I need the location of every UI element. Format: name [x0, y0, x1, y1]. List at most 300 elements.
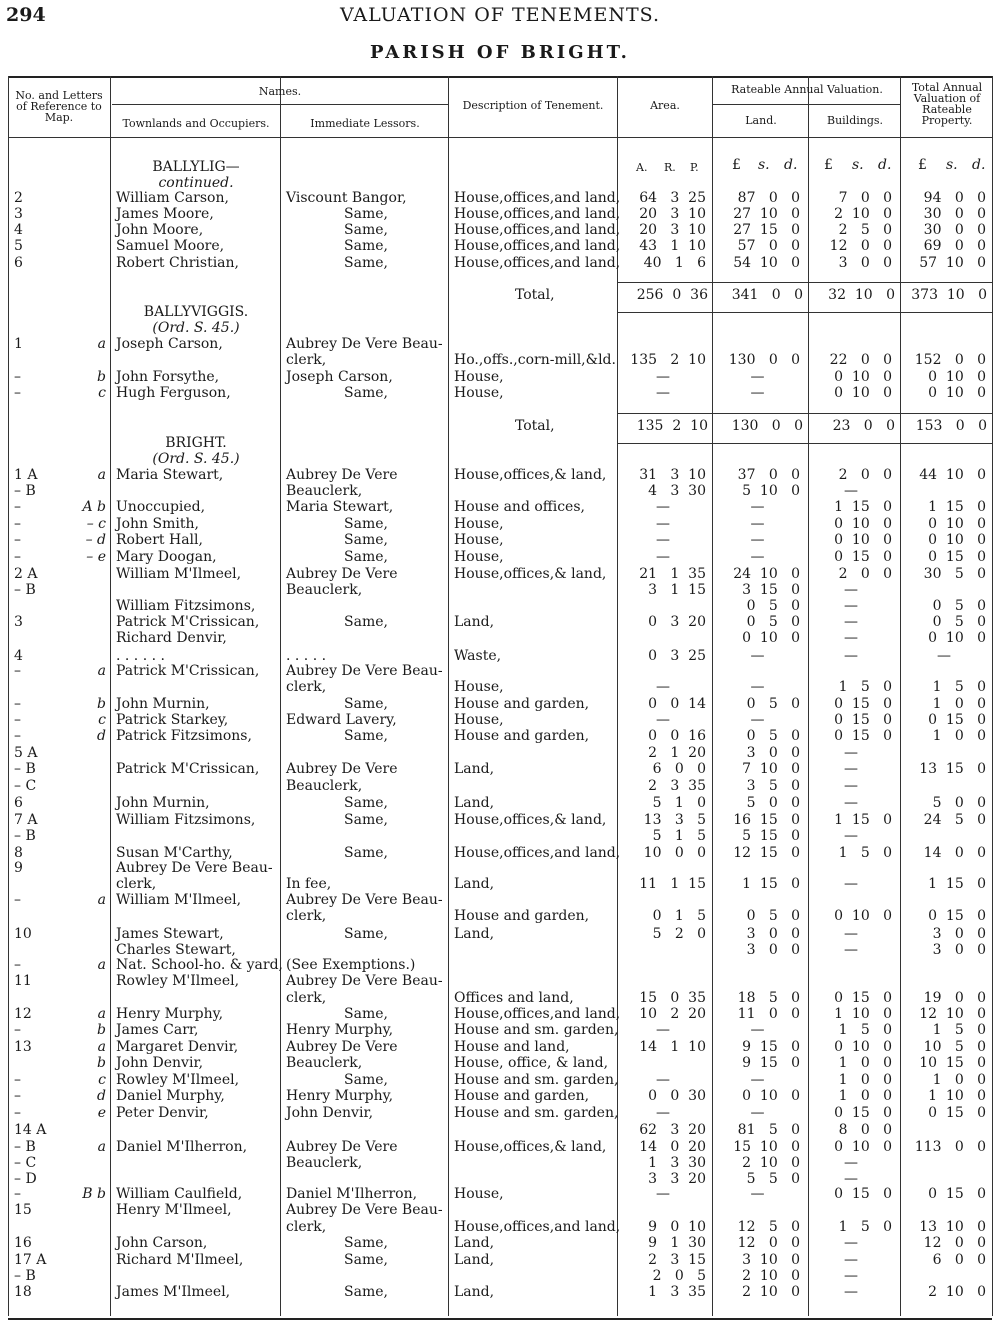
map-ref: –	[14, 1072, 21, 1088]
total-value: 19 0 0	[923, 990, 986, 1006]
description: House and garden,	[454, 728, 590, 744]
townland-subheading: (Ord. S. 45.)	[152, 451, 240, 467]
occupier: William M'Ilmeel,	[116, 566, 242, 582]
area-value: 1 3 30	[648, 1155, 706, 1171]
map-ref: 2 A	[14, 566, 38, 582]
land-value: 5 15 0	[742, 828, 800, 844]
occupier: William Fitzsimons,	[116, 812, 256, 828]
description: House,	[454, 712, 504, 728]
map-sub-ref: e	[97, 1105, 106, 1121]
map-ref: 4	[14, 222, 23, 238]
land-value: —	[750, 679, 765, 695]
land-value: 0 5 0	[746, 728, 800, 744]
map-ref: 5 A	[14, 745, 38, 761]
lessor: Beauclerk,	[286, 1055, 363, 1071]
header-ref: No. and Letters of Reference to Map.	[15, 89, 103, 124]
map-sub-ref: a	[97, 467, 106, 483]
map-sub-ref: d	[97, 1088, 106, 1104]
buildings-value: —	[844, 582, 858, 598]
map-ref: – C	[14, 778, 37, 794]
occupier: William Carson,	[116, 190, 229, 206]
area-value: —	[656, 712, 670, 728]
area-value: 0 0 14	[648, 696, 706, 712]
map-sub-ref: b	[97, 1022, 106, 1038]
lessor: Aubrey De Vere Beau-	[286, 336, 443, 352]
land-value: 11 0 0	[737, 1006, 800, 1022]
area-value: 21 1 35	[639, 566, 706, 582]
lessor: Same,	[344, 845, 388, 861]
land-value: —	[750, 1022, 765, 1038]
buildings-value: 0 10 0	[834, 369, 892, 385]
buildings-value: —	[844, 778, 858, 794]
col-rule	[110, 76, 111, 1316]
land-value: 57 0 0	[737, 238, 800, 254]
total-value: 0 5 0	[932, 598, 986, 614]
parish-heading: PARISH OF BRIGHT.	[370, 42, 630, 63]
land-value: —	[750, 549, 765, 565]
lessor: clerk,	[286, 679, 327, 695]
area-value: 20 3 10	[639, 222, 706, 238]
total-value: 1 0 0	[932, 696, 986, 712]
header-lessors: Immediate Lessors.	[310, 117, 420, 130]
header-bottom-rule	[8, 137, 992, 138]
land-value: 9 15 0	[742, 1055, 800, 1071]
townland-heading: BRIGHT.	[165, 435, 227, 451]
total-value: 3 0 0	[932, 942, 986, 958]
lessor: Same,	[344, 812, 388, 828]
total-value: 30 0 0	[923, 222, 986, 238]
total-buildings: 23 0 0	[832, 418, 895, 434]
land-value: 81 5 0	[737, 1122, 800, 1138]
header-description: Description of Tenement.	[462, 99, 604, 112]
buildings-value: —	[844, 1268, 858, 1284]
description: House,offices,and land,	[454, 255, 621, 271]
occupier: William Fitzsimons,	[116, 598, 256, 614]
buildings-value: 22 0 0	[829, 352, 892, 368]
map-sub-ref: a	[97, 336, 106, 352]
map-sub-ref: a	[97, 957, 106, 973]
lessor: (See Exemptions.)	[286, 957, 416, 973]
description: House,offices,and land,	[454, 206, 621, 222]
total-valuation: 373 10 0	[911, 287, 987, 303]
map-ref: 2	[14, 190, 23, 206]
land-value: 18 5 0	[737, 990, 800, 1006]
description: House, office, & land,	[454, 1055, 609, 1071]
total-value: 1 0 0	[932, 728, 986, 744]
map-ref: 14 A	[14, 1122, 47, 1138]
occupier: Hugh Ferguson,	[116, 385, 231, 401]
map-ref: 13	[14, 1039, 32, 1055]
occupier: Daniel M'Ilherron,	[116, 1139, 248, 1155]
description: House,offices,& land,	[454, 1139, 607, 1155]
lessor: Aubrey De Vere	[286, 1139, 398, 1155]
map-ref: 4	[14, 648, 23, 664]
map-sub-ref: a	[97, 663, 106, 679]
buildings-value: 8 0 0	[838, 1122, 892, 1138]
total-valuation: 153 0 0	[915, 418, 987, 434]
map-ref: –	[14, 663, 21, 679]
total-value: 13 15 0	[919, 761, 986, 777]
townland-subheading: (Ord. S. 45.)	[152, 320, 240, 336]
land-value: —	[750, 712, 765, 728]
map-sub-ref: a	[97, 1006, 106, 1022]
lessor: Same,	[344, 1006, 388, 1022]
unit-pence: d.	[784, 157, 798, 173]
buildings-value: 0 15 0	[834, 549, 892, 565]
map-sub-ref: B b	[82, 1186, 106, 1202]
map-ref: –	[14, 892, 21, 908]
map-ref: –	[14, 1088, 21, 1104]
buildings-value: 0 10 0	[834, 516, 892, 532]
page-number: 294	[6, 4, 46, 26]
header-townlands: Townlands and Occupiers.	[122, 117, 270, 130]
area-value: 3 1 15	[648, 582, 706, 598]
occupier: Patrick M'Crissican,	[116, 614, 260, 630]
area-value: 3 3 20	[648, 1171, 706, 1187]
buildings-value: 0 15 0	[834, 696, 892, 712]
lessor: Same,	[344, 1235, 388, 1251]
description: House and sm. garden,	[454, 1105, 619, 1121]
area-value: 14 0 20	[639, 1139, 706, 1155]
occupier: John Smith,	[116, 516, 199, 532]
description: House and garden,	[454, 696, 590, 712]
occupier: Henry Murphy,	[116, 1006, 224, 1022]
lessor: John Denvir,	[286, 1105, 374, 1121]
total-land: 130 0 0	[731, 418, 803, 434]
buildings-value: 0 15 0	[834, 728, 892, 744]
land-value: 3 0 0	[746, 926, 800, 942]
buildings-value: 1 5 0	[838, 1219, 892, 1235]
description: House,offices,and land,	[454, 222, 621, 238]
buildings-value: 0 10 0	[834, 1139, 892, 1155]
land-value: —	[750, 516, 765, 532]
total-value: 69 0 0	[923, 238, 986, 254]
col-rule	[712, 76, 713, 1316]
area-value: 10 2 20	[639, 1006, 706, 1022]
description: House,	[454, 369, 504, 385]
description: Land,	[454, 926, 495, 942]
map-sub-ref: b	[97, 696, 106, 712]
col-rule	[992, 76, 993, 1316]
area-value: 13 3 5	[643, 812, 706, 828]
lessor: Aubrey De Vere Beau-	[286, 973, 443, 989]
map-sub-ref: A b	[82, 499, 106, 515]
total-value: 94 0 0	[923, 190, 986, 206]
unit-perches: P.	[690, 161, 699, 174]
buildings-value: —	[844, 1155, 858, 1171]
land-value: 9 15 0	[742, 1039, 800, 1055]
land-value: 16 15 0	[733, 812, 800, 828]
area-value: 11 1 15	[639, 876, 706, 892]
land-value: 27 15 0	[733, 222, 800, 238]
buildings-value: 1 10 0	[834, 1006, 892, 1022]
lessor: clerk,	[286, 990, 327, 1006]
map-ref: – B	[14, 483, 36, 499]
total-value: 0 15 0	[928, 908, 986, 924]
map-ref: –	[14, 516, 21, 532]
lessor: Same,	[344, 1072, 388, 1088]
occupier: Henry M'Ilmeel,	[116, 1202, 232, 1218]
land-value: 15 10 0	[733, 1139, 800, 1155]
area-value: 64 3 25	[639, 190, 706, 206]
map-ref: 6	[14, 255, 23, 271]
land-value: 2 10 0	[742, 1155, 800, 1171]
area-value: —	[656, 679, 670, 695]
land-value: 0 5 0	[746, 614, 800, 630]
unit-shillings: s.	[852, 157, 864, 173]
land-value: 3 10 0	[742, 1252, 800, 1268]
buildings-value: 2 0 0	[838, 467, 892, 483]
occupier: Samuel Moore,	[116, 238, 225, 254]
occupier: Richard Denvir,	[116, 630, 227, 646]
description: Land,	[454, 761, 495, 777]
buildings-value: —	[844, 926, 858, 942]
total-value: 30 0 0	[923, 206, 986, 222]
buildings-value: 0 15 0	[834, 1105, 892, 1121]
lessor: In fee,	[286, 876, 332, 892]
total-value: 6 0 0	[932, 1252, 986, 1268]
land-value: 3 15 0	[742, 582, 800, 598]
map-sub-ref: b	[97, 369, 106, 385]
occupier: Patrick Starkey,	[116, 712, 229, 728]
unit-shillings: s.	[946, 157, 958, 173]
map-ref: –	[14, 499, 21, 515]
land-value: —	[750, 369, 765, 385]
description: House,offices,and land,	[454, 1006, 621, 1022]
area-value: 0 3 20	[648, 614, 706, 630]
map-ref: –	[14, 369, 21, 385]
col-rule	[900, 76, 901, 1316]
buildings-value: 0 10 0	[834, 385, 892, 401]
occupier: clerk,	[116, 876, 157, 892]
land-value: 12 5 0	[737, 1219, 800, 1235]
area-value: —	[656, 499, 670, 515]
total-value: 13 10 0	[919, 1219, 986, 1235]
buildings-value: —	[844, 630, 858, 646]
buildings-value: —	[844, 795, 858, 811]
area-value: —	[656, 1072, 670, 1088]
buildings-value: —	[844, 483, 858, 499]
buildings-value: —	[844, 761, 858, 777]
map-sub-ref: d	[97, 728, 106, 744]
description: House,offices,& land,	[454, 566, 607, 582]
lessor: Same,	[344, 926, 388, 942]
land-value: 87 0 0	[737, 190, 800, 206]
area-value: 14 1 10	[639, 1039, 706, 1055]
description: Land,	[454, 1252, 495, 1268]
col-rule	[808, 76, 809, 1316]
buildings-value: 12 0 0	[829, 238, 892, 254]
occupier: James Stewart,	[116, 926, 224, 942]
map-ref: – B	[14, 761, 36, 777]
buildings-value: 2 10 0	[834, 206, 892, 222]
header-total: Total Annual Valuation of Rateable Property.	[911, 81, 983, 127]
map-ref: 6	[14, 795, 23, 811]
total-value: 12 0 0	[923, 1235, 986, 1251]
buildings-value: —	[844, 745, 858, 761]
total-buildings: 32 10 0	[828, 287, 895, 303]
buildings-value: 0 10 0	[834, 532, 892, 548]
map-ref: –	[14, 1186, 21, 1202]
description: House and land,	[454, 1039, 570, 1055]
area-value: 135 2 10	[630, 352, 706, 368]
lessor: Aubrey De Vere	[286, 566, 398, 582]
header-names: Names.	[258, 85, 302, 98]
land-value: 3 0 0	[746, 745, 800, 761]
area-value: 10 0 0	[643, 845, 706, 861]
description: House,offices,and land,	[454, 845, 621, 861]
buildings-value: —	[844, 614, 858, 630]
lessor: Same,	[344, 532, 388, 548]
land-value: —	[750, 385, 765, 401]
buildings-value: 1 15 0	[834, 812, 892, 828]
buildings-value: 7 0 0	[838, 190, 892, 206]
map-sub-ref: a	[97, 892, 106, 908]
occupier: Charles Stewart,	[116, 942, 236, 958]
lessor: clerk,	[286, 1219, 327, 1235]
total-value: 12 10 0	[919, 1006, 986, 1022]
total-label: Total,	[515, 287, 555, 303]
occupier: James Moore,	[116, 206, 214, 222]
description: House and garden,	[454, 1088, 590, 1104]
lessor: Viscount Bangor,	[286, 190, 407, 206]
occupier: Daniel Murphy,	[116, 1088, 225, 1104]
total-land: 341 0 0	[731, 287, 803, 303]
area-value: 2 1 20	[648, 745, 706, 761]
unit-pence: d.	[972, 157, 986, 173]
total-value: 14 0 0	[923, 845, 986, 861]
header-buildings: Buildings.	[826, 114, 884, 127]
description: Land,	[454, 795, 495, 811]
buildings-value: —	[844, 1252, 858, 1268]
occupier: Margaret Denvir,	[116, 1039, 239, 1055]
page-title: VALUATION OF TENEMENTS.	[339, 4, 661, 26]
header-rule	[712, 104, 900, 105]
land-value: 54 10 0	[733, 255, 800, 271]
map-sub-ref: – d	[85, 532, 106, 548]
lessor: Aubrey De Vere	[286, 761, 398, 777]
area-value: 0 0 16	[648, 728, 706, 744]
occupier: James Carr,	[116, 1022, 199, 1038]
buildings-value: —	[844, 876, 858, 892]
description: Offices and land,	[454, 990, 574, 1006]
lessor: Same,	[344, 1252, 388, 1268]
total-value: 1 15 0	[928, 499, 986, 515]
map-ref: 18	[14, 1284, 32, 1300]
map-ref: 1	[14, 336, 23, 352]
map-sub-ref: a	[97, 1039, 106, 1055]
area-value: 5 1 5	[652, 828, 706, 844]
occupier: Patrick M'Crissican,	[116, 663, 260, 679]
area-value: 2 0 5	[652, 1268, 706, 1284]
map-ref: 8	[14, 845, 23, 861]
area-value: 0 1 5	[652, 908, 706, 924]
area-value: 9 0 10	[648, 1219, 706, 1235]
area-value: 2 3 35	[648, 778, 706, 794]
lessor: Same,	[344, 614, 388, 630]
header-rule	[112, 104, 448, 105]
description: Ho.,offs.,corn-mill,&ld.	[454, 352, 616, 368]
buildings-value: 3 0 0	[838, 255, 892, 271]
lessor: Beauclerk,	[286, 1155, 363, 1171]
map-ref: 12	[14, 1006, 32, 1022]
buildings-value: 0 10 0	[834, 1039, 892, 1055]
occupier: . . . . . .	[116, 648, 165, 664]
lessor: Maria Stewart,	[286, 499, 394, 515]
description: House and sm. garden,	[454, 1022, 619, 1038]
lessor: Same,	[344, 238, 388, 254]
occupier: Aubrey De Vere Beau-	[116, 860, 273, 876]
description: House,offices,& land,	[454, 467, 607, 483]
land-value: 27 10 0	[733, 206, 800, 222]
unit-roods: R.	[664, 161, 676, 174]
total-value: 44 10 0	[919, 467, 986, 483]
area-value: 5 2 0	[652, 926, 706, 942]
land-value: 5 10 0	[742, 483, 800, 499]
map-ref: 7 A	[14, 812, 38, 828]
occupier: Unoccupied,	[116, 499, 206, 515]
description: Land,	[454, 876, 495, 892]
map-ref: –	[14, 712, 21, 728]
unit-pounds: £	[918, 157, 927, 173]
map-ref: 9	[14, 860, 23, 876]
area-value: 20 3 10	[639, 206, 706, 222]
area-value: 0 0 30	[648, 1088, 706, 1104]
land-value: 1 15 0	[742, 876, 800, 892]
buildings-value: 0 10 0	[834, 908, 892, 924]
area-value: 0 3 25	[648, 648, 706, 664]
area-value: —	[656, 549, 670, 565]
total-value: 10 5 0	[923, 1039, 986, 1055]
area-value: 62 3 20	[639, 1122, 706, 1138]
description: House,	[454, 516, 504, 532]
occupier: John Murnin,	[116, 696, 210, 712]
total-label: Total,	[515, 418, 555, 434]
unit-pence: d.	[878, 157, 892, 173]
lessor: Aubrey De Vere Beau-	[286, 892, 443, 908]
buildings-value: —	[844, 1284, 858, 1300]
buildings-value: —	[844, 942, 858, 958]
area-value: 15 0 35	[639, 990, 706, 1006]
map-sub-ref: c	[98, 385, 106, 401]
lessor: Daniel M'Ilherron,	[286, 1186, 418, 1202]
map-ref: –	[14, 1105, 21, 1121]
area-value: —	[656, 532, 670, 548]
map-sub-ref: c	[98, 712, 106, 728]
land-value: 3 5 0	[746, 778, 800, 794]
area-value: 43 1 10	[639, 238, 706, 254]
total-value: 1 15 0	[928, 876, 986, 892]
land-value: 0 10 0	[742, 1088, 800, 1104]
lessor: Beauclerk,	[286, 778, 363, 794]
map-ref: – B	[14, 582, 36, 598]
lessor: Edward Lavery,	[286, 712, 397, 728]
map-ref: 17 A	[14, 1252, 47, 1268]
lessor: clerk,	[286, 352, 327, 368]
map-ref: 10	[14, 926, 32, 942]
total-value: 0 5 0	[932, 614, 986, 630]
header-rateable: Rateable Annual Valuation.	[731, 83, 883, 96]
occupier: Richard M'Ilmeel,	[116, 1252, 244, 1268]
area-value: 4 3 30	[648, 483, 706, 499]
lessor: Joseph Carson,	[286, 369, 393, 385]
buildings-value: 2 5 0	[838, 222, 892, 238]
lessor: Same,	[344, 728, 388, 744]
land-value: —	[750, 1186, 765, 1202]
townland-heading: BALLYLIG—	[152, 159, 240, 175]
total-value: 1 0 0	[932, 1072, 986, 1088]
map-ref: 15	[14, 1202, 32, 1218]
